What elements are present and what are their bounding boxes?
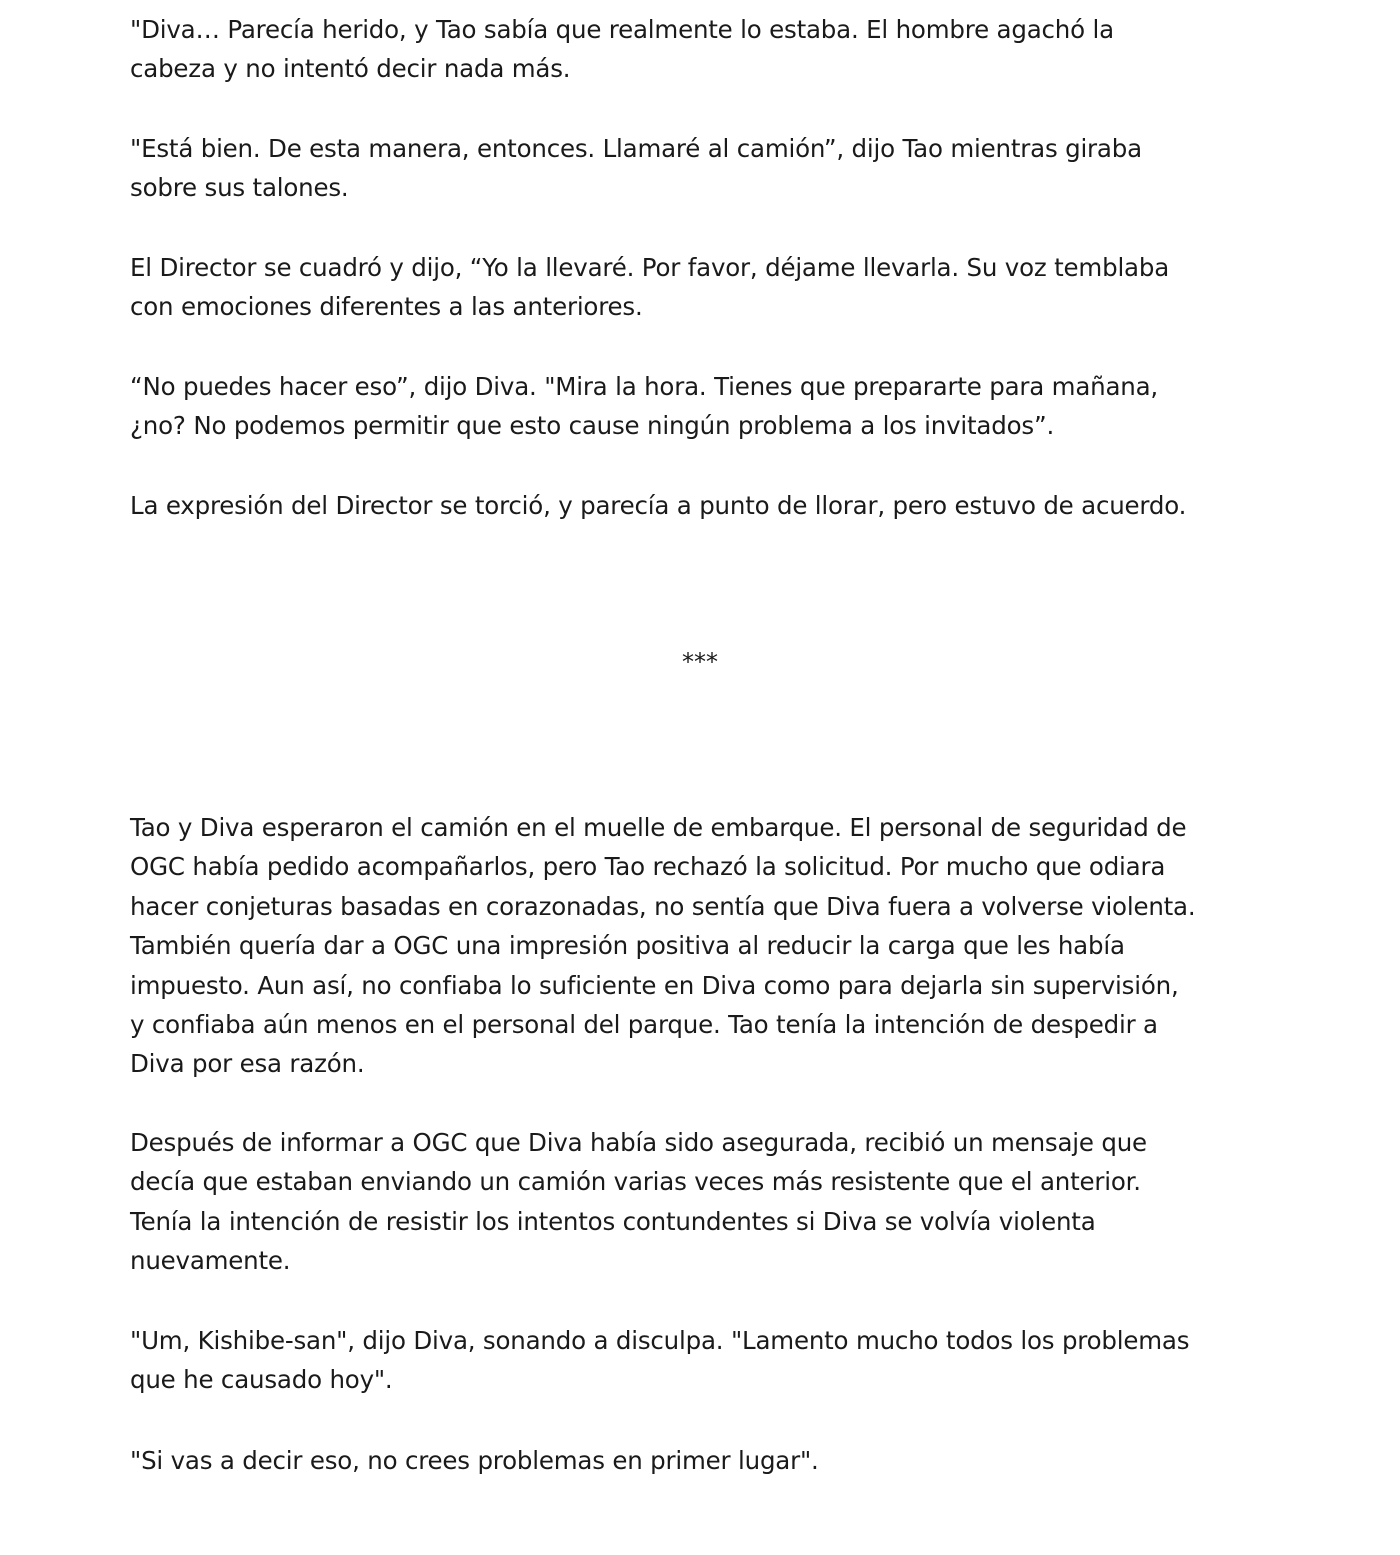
paragraph-9: "Si vas a decir eso, no crees problemas en primer lugar". (130, 1446, 819, 1475)
paragraph-8: "Um, Kishibe-san", dijo Diva, sonando a disculpa. "Lamento mucho todos los problemas que he causado hoy". (130, 1326, 1190, 1395)
paragraph-2: "Está bien. De esta manera, entonces. Llamaré al camión”, dijo Tao mientras giraba sobre sus talones. (130, 134, 1142, 203)
paragraph-1: "Diva… Parecía herido, y Tao sabía que realmente lo estaba. El hombre agachó la cabeza y no intentó decir nada más. (130, 15, 1114, 84)
paragraph-3: El Director se cuadró y dijo, “Yo la llevaré. Por favor, déjame llevarla. Su voz temblaba con emociones diferentes a las anteriores. (130, 253, 1170, 322)
paragraph-5: La expresión del Director se torció, y parecía a punto de llorar, pero estuvo de acuerdo. (130, 491, 1187, 520)
scene-separator: *** (682, 648, 718, 676)
paragraph-4: “No puedes hacer eso”, dijo Diva. "Mira la hora. Tienes que prepararte para mañana, ¿no? No podemos permitir que esto cause ningún problema a los invitados”. (130, 372, 1158, 441)
paragraph-7: Después de informar a OGC que Diva había sido asegurada, recibió un mensaje que decía que estaban enviando un camión varias veces más resistente que el anterior. Tenía la intención de resistir los intentos contundentes si Diva se volvía violenta nuevamente. (130, 1128, 1147, 1276)
paragraph-6: Tao y Diva esperaron el camión en el muelle de embarque. El personal de seguridad de OGC había pedido acompañarlos, pero Tao rechazó la solicitud. Por mucho que odiara hacer conjeturas basadas en corazonadas, no sentía que Diva fuera a volverse violenta. También quería dar a OGC una impresión positiva al reducir la carga que les había impuesto. Aun así, no confiaba lo suficiente en Diva como para dejarla sin supervisión, y confiaba aún menos en el personal del parque. Tao tenía la intención de despedir a Diva por esa razón. (130, 813, 1196, 1079)
